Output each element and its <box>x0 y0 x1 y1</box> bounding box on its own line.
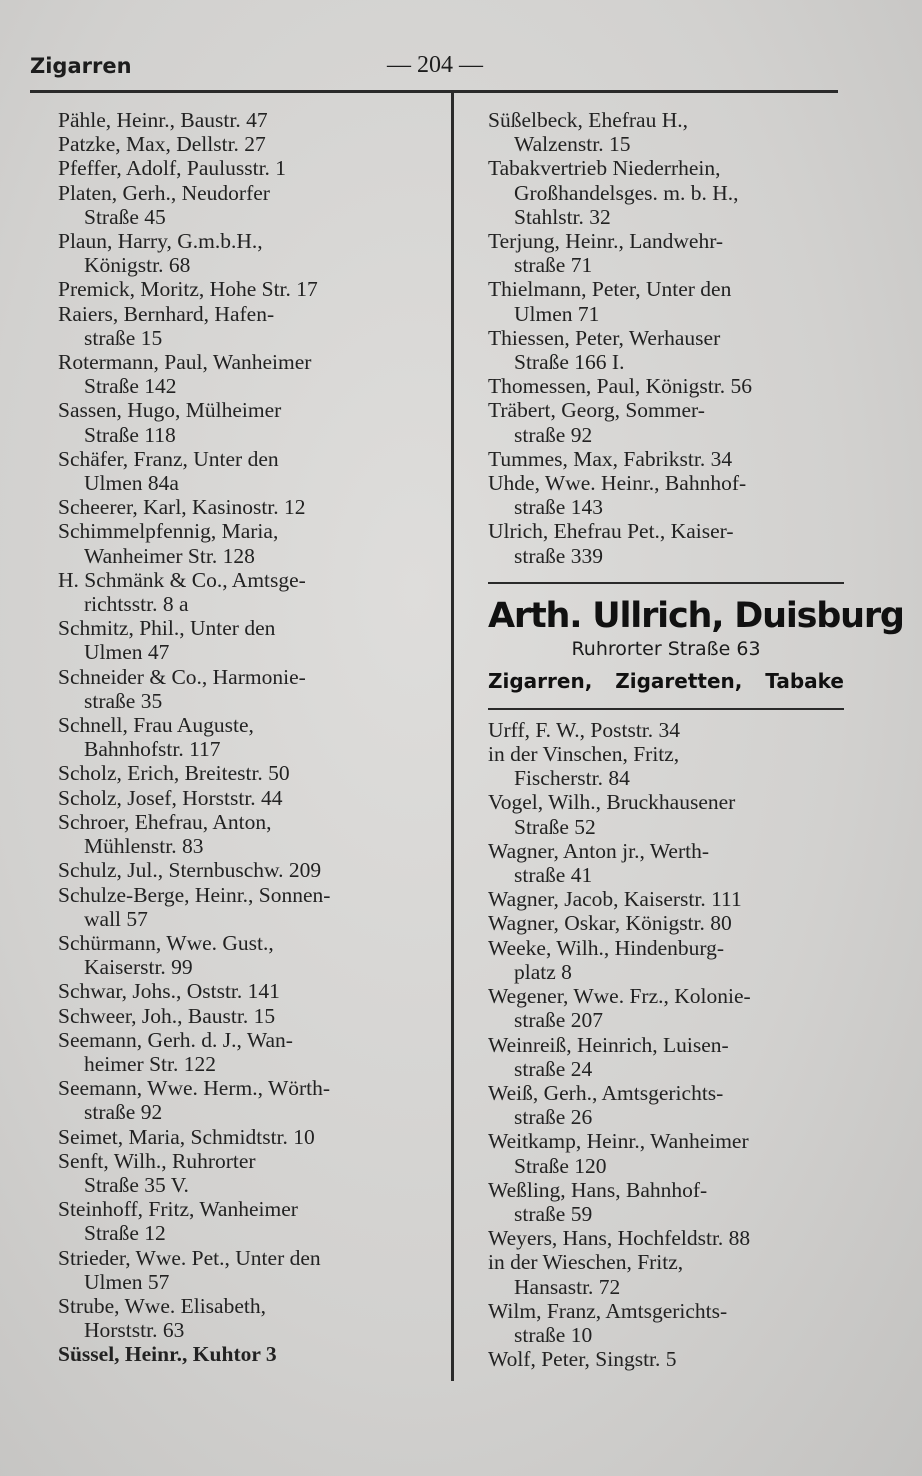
directory-entry <box>58 931 438 979</box>
directory-entry <box>58 1342 438 1366</box>
directory-entry <box>58 1004 438 1028</box>
entry-continuation: straße 35 <box>84 688 163 713</box>
entry-line: Uhde, Wwe. Heinr., Bahnhof- <box>488 471 747 496</box>
directory-entry <box>58 302 438 350</box>
entry-line: Scholz, Erich, Breitestr. 50 <box>58 761 290 786</box>
right-column <box>488 108 904 1372</box>
entry-continuation: Straße 118 <box>84 422 176 447</box>
directory-entry <box>58 495 438 519</box>
ad-address: Ruhrorter Straße 63 <box>571 637 761 660</box>
ad-product: Zigarren, <box>488 668 593 693</box>
section-title: Zigarren <box>30 54 132 78</box>
entry-line: Patzke, Max, Dellstr. 27 <box>58 132 266 157</box>
directory-entry <box>488 1347 844 1371</box>
entry-line: Weyers, Hans, Hochfeldstr. 88 <box>488 1226 751 1251</box>
entry-line: Schweer, Joh., Baustr. 15 <box>58 1003 276 1028</box>
entry-continuation: wall 57 <box>84 906 148 931</box>
entry-line: Raiers, Bernhard, Hafen- <box>58 301 275 326</box>
entry-line: Wagner, Jacob, Kaiserstr. 111 <box>488 887 742 912</box>
entry-continuation: Straße 142 <box>84 374 177 399</box>
directory-entry <box>488 742 844 790</box>
directory-entry <box>488 277 844 325</box>
ad-products <box>488 664 844 698</box>
entry-line: Terjung, Heinr., Landwehr- <box>488 229 724 254</box>
entry-line: Weßling, Hans, Bahnhof- <box>488 1177 708 1202</box>
entry-continuation: Bahnhofstr. 117 <box>84 737 221 762</box>
entry-continuation: straße 71 <box>514 253 593 278</box>
directory-entry <box>58 1197 438 1245</box>
entry-continuation: richtsstr. 8 a <box>84 592 189 617</box>
directory-entry <box>488 984 844 1032</box>
entry-continuation: Hansastr. 72 <box>514 1274 621 1299</box>
entry-continuation: Straße 166 I. <box>514 350 625 375</box>
directory-entry <box>58 858 438 882</box>
entry-line: Pfeffer, Adolf, Paulusstr. 1 <box>58 156 287 181</box>
entry-line: Schäfer, Franz, Unter den <box>58 446 279 471</box>
directory-entry <box>58 1076 438 1124</box>
ad-company-name: Arth. Ullrich, Duisburg <box>488 595 904 636</box>
entry-continuation: Mühlenstr. 83 <box>84 834 204 859</box>
entry-line: Weiß, Gerh., Amtsgerichts- <box>488 1080 724 1105</box>
entry-continuation: straße 92 <box>84 1100 163 1125</box>
entry-continuation: straße 339 <box>514 543 603 568</box>
directory-entry <box>58 1294 438 1342</box>
entry-line: Seimet, Maria, Schmidtstr. 10 <box>58 1124 315 1149</box>
column-divider <box>451 93 454 1381</box>
entry-line: Träbert, Georg, Sommer- <box>488 398 705 423</box>
directory-entry <box>488 398 844 446</box>
entry-line: Süssel, Heinr., Kuhtor 3 <box>58 1342 277 1367</box>
entry-line: Senft, Wilh., Ruhrorter <box>58 1148 256 1173</box>
entry-line: Rotermann, Paul, Wanheimer <box>58 350 312 375</box>
directory-entry <box>58 883 438 931</box>
entry-line: Platen, Gerh., Neudorfer <box>58 180 270 205</box>
entry-line: Schimmelpfennig, Maria, <box>58 519 279 544</box>
directory-entry <box>488 1081 844 1129</box>
entry-continuation: Königstr. 68 <box>84 253 191 278</box>
directory-entry <box>58 229 438 277</box>
entry-continuation: straße 207 <box>514 1008 603 1033</box>
directory-entry <box>58 1028 438 1076</box>
entry-continuation: Ulmen 84a <box>84 471 179 496</box>
directory-entry <box>58 665 438 713</box>
entry-continuation: Horststr. 63 <box>84 1318 185 1343</box>
entry-line: Plaun, Harry, G.m.b.H., <box>58 229 263 254</box>
page-number: — 204 — <box>387 52 483 78</box>
entry-line: in der Vinschen, Fritz, <box>488 742 680 767</box>
entry-line: Wegener, Wwe. Frz., Kolonie- <box>488 984 751 1009</box>
directory-entry <box>58 156 438 180</box>
entry-line: Strube, Wwe. Elisabeth, <box>58 1293 266 1318</box>
directory-entry <box>488 936 844 984</box>
entry-continuation: Fischerstr. 84 <box>514 766 630 791</box>
entry-continuation: straße 143 <box>514 495 603 520</box>
entry-line: Thiessen, Peter, Werhauser <box>488 325 721 350</box>
entry-continuation: straße 26 <box>514 1105 593 1130</box>
directory-entry <box>488 519 844 567</box>
entry-continuation: Straße 35 V. <box>84 1172 189 1197</box>
right-column-top-entries <box>488 108 844 568</box>
directory-entry <box>58 1125 438 1149</box>
directory-entry <box>58 713 438 761</box>
directory-entry <box>488 447 844 471</box>
directory-entry <box>58 810 438 858</box>
entry-continuation: Wanheimer Str. 128 <box>84 543 255 568</box>
entry-line: Wolf, Peter, Singstr. 5 <box>488 1347 677 1372</box>
entry-line: Wilm, Franz, Amtsgerichts- <box>488 1298 728 1323</box>
entry-line: Urff, F. W., Poststr. 34 <box>488 717 681 742</box>
directory-entry <box>488 1033 844 1081</box>
entry-line: Tummes, Max, Fabrikstr. 34 <box>488 446 733 471</box>
advertisement <box>488 582 904 710</box>
left-column <box>58 108 438 1367</box>
directory-entry <box>58 108 438 132</box>
entry-line: Sassen, Hugo, Mülheimer <box>58 398 282 423</box>
entry-continuation: Ulmen 57 <box>84 1269 170 1294</box>
page-header <box>30 52 842 86</box>
entry-continuation: straße 10 <box>514 1322 593 1347</box>
entry-continuation: Straße 45 <box>84 204 166 229</box>
entry-line: Schroer, Ehefrau, Anton, <box>58 809 272 834</box>
entry-line: Schulz, Jul., Sternbuschw. 209 <box>58 858 322 883</box>
entry-line: in der Wieschen, Fritz, <box>488 1250 684 1275</box>
entry-line: Strieder, Wwe. Pet., Unter den <box>58 1245 321 1270</box>
directory-entry <box>58 398 438 446</box>
directory-entry <box>488 718 844 742</box>
entry-line: Vogel, Wilh., Bruckhausener <box>488 790 736 815</box>
directory-entry <box>58 519 438 567</box>
entry-continuation: heimer Str. 122 <box>84 1051 216 1076</box>
directory-entry <box>488 229 844 277</box>
entry-line: Schneider & Co., Harmonie- <box>58 664 306 689</box>
directory-entry <box>58 979 438 1003</box>
right-column-bottom-entries <box>488 718 844 1371</box>
header-rule <box>30 90 838 93</box>
entry-line: Scholz, Josef, Horststr. 44 <box>58 785 283 810</box>
entry-continuation: straße 24 <box>514 1056 593 1081</box>
directory-entry <box>58 1246 438 1294</box>
ad-product: Zigaretten, <box>615 668 743 693</box>
entry-continuation: Ulmen 71 <box>514 301 600 326</box>
entry-continuation: platz 8 <box>514 959 572 984</box>
directory-entry <box>488 326 844 374</box>
directory-entry <box>488 839 844 887</box>
directory-entry <box>58 277 438 301</box>
entry-line: Ulrich, Ehefrau Pet., Kaiser- <box>488 519 734 544</box>
entry-line: Tabakvertrieb Niederrhein, <box>488 156 721 181</box>
directory-entry <box>58 181 438 229</box>
directory-entry <box>488 887 844 911</box>
directory-entry <box>58 350 438 398</box>
entry-line: Weinreiß, Heinrich, Luisen- <box>488 1032 729 1057</box>
directory-entry <box>58 568 438 616</box>
entry-line: Seemann, Wwe. Herm., Wörth- <box>58 1076 331 1101</box>
entry-line: Schmitz, Phil., Unter den <box>58 616 276 641</box>
directory-entry <box>58 616 438 664</box>
directory-entry <box>58 447 438 495</box>
entry-continuation: Großhandelsges. m. b. H., <box>514 180 739 205</box>
directory-entry <box>58 761 438 785</box>
entry-continuation: Walzenstr. 15 <box>514 132 631 157</box>
entry-line: Scheerer, Karl, Kasinostr. 12 <box>58 495 306 520</box>
directory-entry <box>58 1149 438 1197</box>
entry-line: Süßelbeck, Ehefrau H., <box>488 108 688 132</box>
entry-continuation: Stahlstr. 32 <box>514 204 611 229</box>
entry-continuation: straße 41 <box>514 863 593 888</box>
entry-line: Steinhoff, Fritz, Wanheimer <box>58 1197 298 1222</box>
entry-continuation: straße 92 <box>514 422 593 447</box>
entry-line: Thomessen, Paul, Königstr. 56 <box>488 374 752 399</box>
entry-line: Thielmann, Peter, Unter den <box>488 277 732 302</box>
entry-line: H. Schmänk & Co., Amtsge- <box>58 567 306 592</box>
entry-line: Pähle, Heinr., Baustr. 47 <box>58 108 268 132</box>
directory-entry <box>488 374 844 398</box>
ad-product: Tabake <box>765 668 844 693</box>
entry-line: Premick, Moritz, Hohe Str. 17 <box>58 277 318 302</box>
directory-entry <box>488 108 844 156</box>
entry-continuation: Straße 12 <box>84 1221 166 1246</box>
entry-line: Schulze-Berge, Heinr., Sonnen- <box>58 882 331 907</box>
entry-line: Seemann, Gerh. d. J., Wan- <box>58 1027 293 1052</box>
directory-entry <box>488 1250 844 1298</box>
directory-entry <box>488 1226 844 1250</box>
directory-entry <box>488 1129 844 1177</box>
entry-line: Schnell, Frau Auguste, <box>58 713 254 738</box>
directory-entry <box>488 911 844 935</box>
entry-continuation: Straße 52 <box>514 814 596 839</box>
directory-entry <box>488 471 844 519</box>
entry-line: Wagner, Oskar, Königstr. 80 <box>488 911 732 936</box>
directory-entry <box>488 1299 844 1347</box>
directory-entry <box>58 786 438 810</box>
entry-continuation: straße 59 <box>514 1201 593 1226</box>
directory-entry <box>488 1178 844 1226</box>
entry-continuation: Ulmen 47 <box>84 640 170 665</box>
entry-continuation: Straße 120 <box>514 1153 607 1178</box>
entry-line: Schwar, Johs., Oststr. 141 <box>58 979 280 1004</box>
entry-continuation: Kaiserstr. 99 <box>84 955 193 980</box>
directory-entry <box>488 156 844 229</box>
entry-line: Wagner, Anton jr., Werth- <box>488 838 709 863</box>
entry-line: Weitkamp, Heinr., Wanheimer <box>488 1129 749 1154</box>
entry-line: Weeke, Wilh., Hindenburg- <box>488 935 725 960</box>
entry-continuation: straße 15 <box>84 325 163 350</box>
directory-entry <box>488 790 844 838</box>
directory-entry <box>58 132 438 156</box>
entry-line: Schürmann, Wwe. Gust., <box>58 930 274 955</box>
